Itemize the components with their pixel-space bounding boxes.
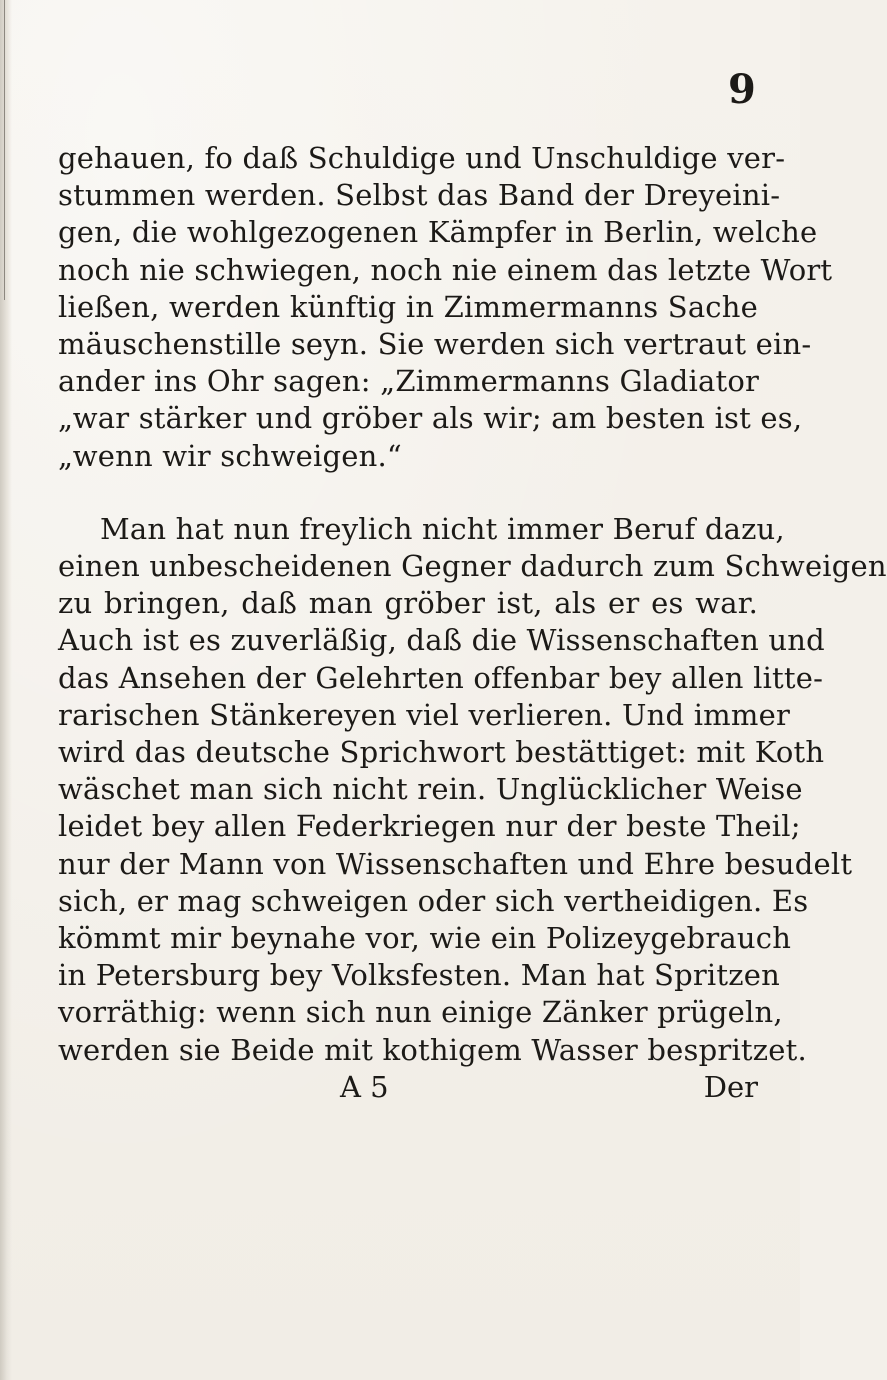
text-line: sich, er mag schweigen oder sich vertheidigen. Es [58,883,809,918]
text-line: rarischen Stänkereyen viel verlieren. Und immer [58,697,791,732]
text-line: wird das deutsche Sprichwort bestättiget: mit Koth [58,735,825,770]
paragraph-1 [58,140,833,475]
paragraph-2 [58,511,887,1069]
text-line: noch nie schwiegen, noch nie einem das letzte Wort [58,252,833,287]
body-text [58,140,887,1106]
text-line: zu bringen, daß man gröber ist, als er es war. [58,586,758,621]
signature-mark: A 5 [340,1069,389,1104]
text-line: gehauen, fo daß Schuldige und Unschuldige ver- [58,141,786,175]
text-line: werden sie Beide mit kothigem Wasser bespritzet. [58,1032,807,1067]
text-line: ließen, werden künftig in Zimmermanns Sache [58,289,758,324]
page-footer [58,1069,758,1106]
text-line: leidet bey allen Federkriegen nur der beste Theil; [58,809,801,844]
text-line: vorräthig: wenn sich nun einige Zänker prügeln, [58,995,783,1030]
text-line: nur der Mann von Wissenschaften und Ehre besudelt [58,846,853,881]
text-line: Man hat nun freylich nicht immer Beruf dazu, [100,511,785,546]
text-line: das Ansehen der Gelehrten offenbar bey allen litte- [58,660,824,695]
text-line: ander ins Ohr sagen: „Zimmermanns Gladiator [58,364,760,399]
text-line: mäuschenstille seyn. Sie werden sich vertraut ein- [58,327,812,362]
text-line: wäschet man sich nicht rein. Unglücklicher Weise [58,772,803,807]
text-line: einen unbescheidenen Gegner dadurch zum Schweigen [58,549,887,584]
text-line: stummen werden. Selbst das Band der Dreyeini- [58,178,781,213]
text-line: „war stärker und gröber als wir; am besten ist es, [58,401,803,436]
text-line: in Petersburg bey Volksfesten. Man hat Spritzen [58,958,780,993]
catchword: Der [703,1069,758,1104]
paragraph-gap [58,475,758,511]
page-number: 9 [728,66,756,113]
page-edge-line [4,0,5,300]
page-gutter-shadow [0,0,12,1380]
text-line: Auch ist es zuverläßig, daß die Wissenschaften und [58,623,825,658]
text-line: „wenn wir schweigen.“ [58,438,402,473]
text-line: gen, die wohlgezogenen Kämpfer in Berlin, welche [58,215,818,250]
text-line: kömmt mir beynahe vor, wie ein Polizeygebrauch [58,921,792,956]
